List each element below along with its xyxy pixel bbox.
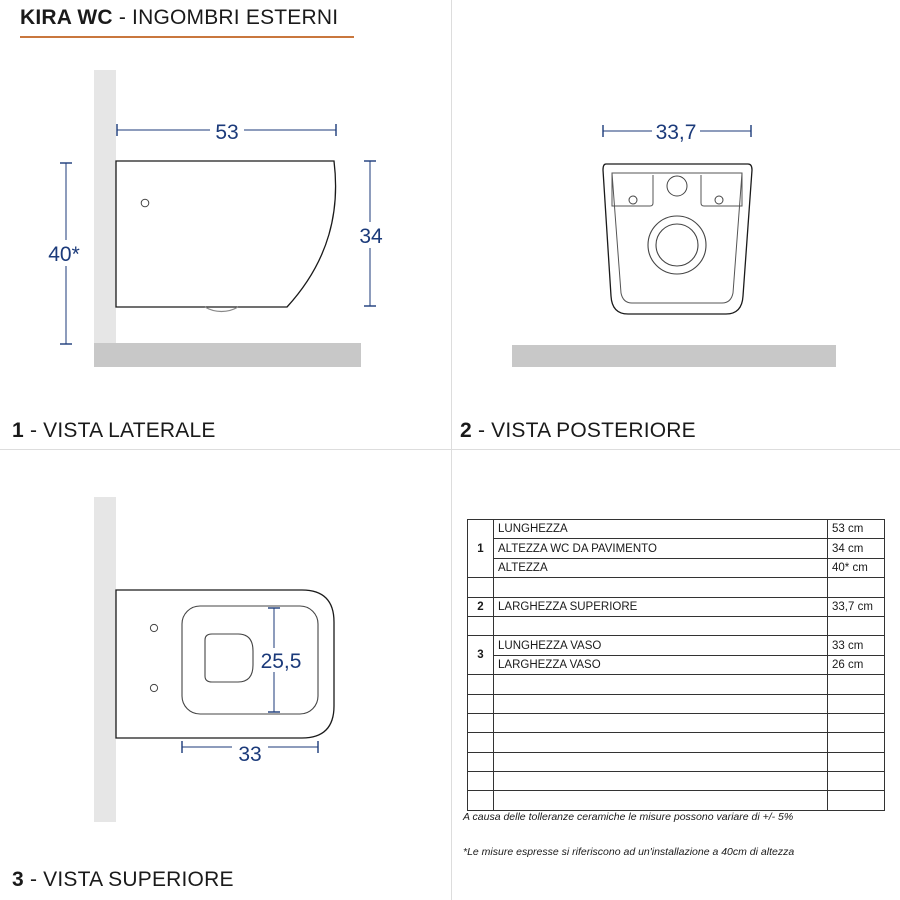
table-row [468, 539, 885, 558]
caption-number: 1 [12, 419, 24, 442]
dimensions-table [467, 519, 885, 811]
inlet-hole [667, 176, 687, 196]
row-label: LUNGHEZZA [494, 520, 828, 539]
table-row [468, 520, 885, 539]
fixing-hole-left [629, 196, 637, 204]
table-row [468, 597, 885, 616]
row-value: 53 cm [828, 520, 885, 539]
table-row-empty [468, 733, 885, 752]
table-row-empty [468, 713, 885, 732]
dimension-length: 53 [215, 121, 239, 144]
row-value: 33,7 cm [828, 597, 885, 616]
table-row [468, 636, 885, 655]
row-label: LARGHEZZA SUPERIORE [494, 597, 828, 616]
caption-lateral-view [12, 419, 216, 443]
drain-outlet-inner [656, 224, 698, 266]
dimension-height: 34 [359, 225, 383, 248]
floor [512, 345, 836, 367]
row-value: 26 cm [828, 655, 885, 674]
table-row-empty [468, 772, 885, 791]
group-id: 2 [468, 597, 494, 616]
caption-number: 2 [460, 419, 472, 442]
row-label: ALTEZZA [494, 558, 828, 577]
row-value: 34 cm [828, 539, 885, 558]
table-row-empty [468, 578, 885, 597]
table-row-empty [468, 752, 885, 771]
drain-outlet [205, 307, 238, 312]
caption-label: - VISTA SUPERIORE [29, 868, 234, 891]
fixing-hole-bottom [150, 684, 157, 691]
dimension-bowl-width: 25,5 [260, 650, 302, 673]
fixing-hole-right [715, 196, 723, 204]
table-row-empty [468, 616, 885, 635]
row-label: LARGHEZZA VASO [494, 655, 828, 674]
dimension-width: 33,7 [655, 121, 697, 144]
toilet-side-outline [116, 161, 336, 307]
group-id: 3 [468, 636, 494, 675]
table-row-empty [468, 791, 885, 810]
dimension-bowl-length: 33 [238, 743, 262, 766]
group-id: 1 [468, 520, 494, 578]
caption-label: - VISTA POSTERIORE [477, 419, 696, 442]
lateral-view-drawing [44, 70, 386, 367]
rear-view-drawing [512, 119, 836, 367]
wall [94, 70, 116, 343]
product-name: KIRA WC [20, 6, 113, 29]
table-row [468, 558, 885, 577]
caption-label: - VISTA LATERALE [29, 419, 216, 442]
tolerance-note: A causa delle tolleranze ceramiche le misure possono variare di +/- 5% [463, 811, 794, 823]
row-label: LUNGHEZZA VASO [494, 636, 828, 655]
row-value: 33 cm [828, 636, 885, 655]
top-view-drawing [94, 497, 334, 822]
fixing-hole [141, 199, 149, 207]
installation-note: *Le misure espresse si riferiscono ad un'installazione a 40cm di altezza [463, 846, 795, 858]
row-value: 40* cm [828, 558, 885, 577]
fixing-hole-top [150, 624, 157, 631]
table-row [468, 655, 885, 674]
table-row-empty [468, 675, 885, 694]
floor [94, 343, 361, 367]
caption-top-view [12, 868, 234, 892]
dimension-total-height: 40* [48, 243, 80, 266]
table-row-empty [468, 694, 885, 713]
row-label: ALTEZZA WC DA PAVIMENTO [494, 539, 828, 558]
caption-rear-view [460, 419, 696, 443]
bowl-opening [205, 634, 253, 682]
page-subtitle: - INGOMBRI ESTERNI [118, 6, 339, 29]
wall [94, 497, 116, 822]
caption-number: 3 [12, 868, 24, 891]
